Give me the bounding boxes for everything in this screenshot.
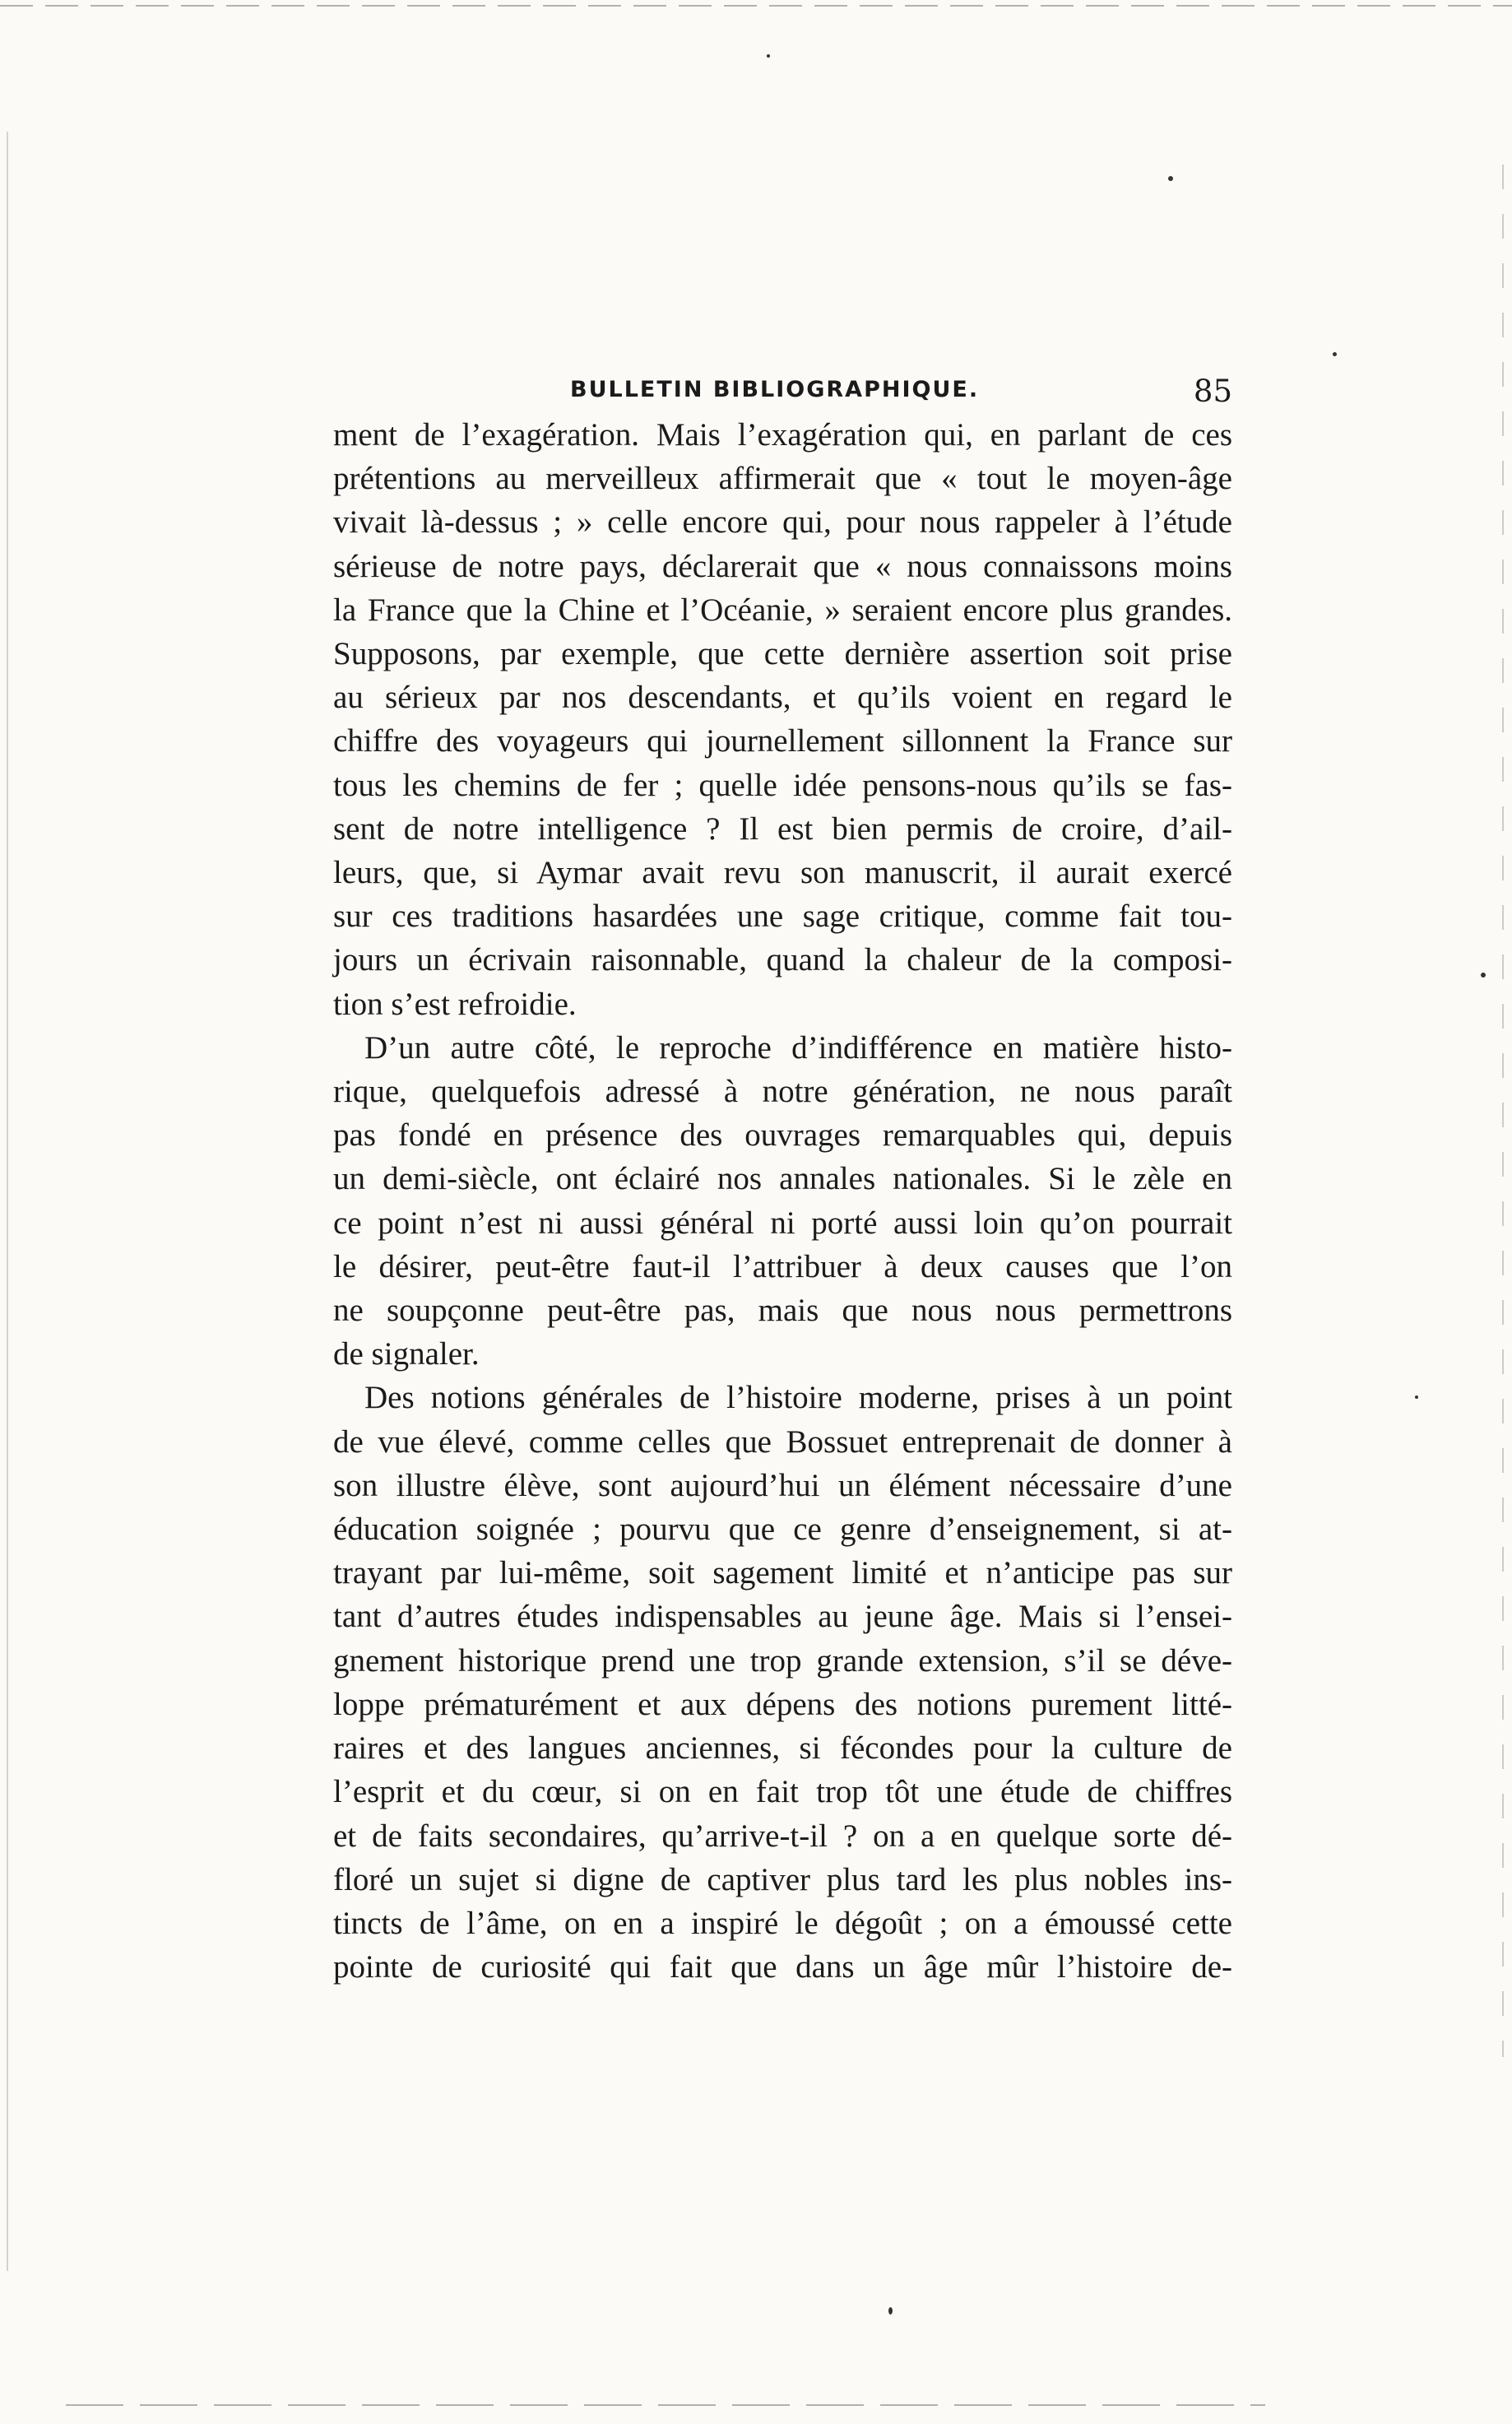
page-left-edge <box>7 132 8 2271</box>
ink-speck <box>1333 352 1337 356</box>
running-title: BULLETIN BIBLIOGRAPHIQUE. <box>570 377 980 402</box>
text-line: de vue élevé, comme celles que Bossuet entreprenait de donner à <box>333 1423 1232 1460</box>
text-line: pas fondé en présence des ouvrages remarquables qui, depuis <box>333 1117 1232 1154</box>
text-line: la France que la Chine et l’Océanie, » seraient encore plus grandes. <box>333 592 1232 628</box>
text-line: un demi-siècle, ont éclairé nos annales nationales. Si le zèle en <box>333 1161 1232 1197</box>
text-line: jours un écrivain raisonnable, quand la chaleur de la composi- <box>333 942 1232 978</box>
text-line: leurs, que, si Aymar avait revu son manuscrit, il aurait exercé <box>333 855 1232 891</box>
text-line: ne soupçonne peut-être pas, mais que nous nous permettrons <box>333 1293 1232 1329</box>
ink-speck <box>767 54 770 58</box>
text-line: tincts de l’âme, on en a inspiré le dégoût ; on a émoussé cette <box>333 1905 1232 1941</box>
text-line: sent de notre intelligence ? Il est bien permis de croire, d’ail- <box>333 810 1232 847</box>
text-line: tion s’est refroidie. <box>333 986 577 1022</box>
text-line: ce point n’est ni aussi général ni porté aussi loin qu’on pourrait <box>333 1205 1232 1241</box>
text-line: vivait là-dessus ; » celle encore qui, pour nous rappeler à l’étude <box>333 504 1232 541</box>
text-line: sur ces traditions hasardées une sage critique, comme fait tou- <box>333 899 1232 935</box>
page-top-edge <box>0 5 1512 7</box>
text-line: gnement historique prend une trop grande extension, s’il se déve- <box>333 1642 1232 1679</box>
text-line: chiffre des voyageurs qui journellement sillonnent la France sur <box>333 723 1232 759</box>
text-line: prétentions au merveilleux affirmerait que « tout le moyen-âge <box>333 461 1232 497</box>
text-line: Supposons, par exemple, que cette dernière assertion soit prise <box>333 636 1232 672</box>
text-line: Des notions générales de l’histoire moderne, prises à un point <box>364 1380 1232 1416</box>
text-line: trayant par lui-même, soit sagement limité et n’anticipe pas sur <box>333 1555 1232 1591</box>
text-line: de signaler. <box>333 1336 480 1372</box>
page-bottom-edge <box>66 2404 1265 2406</box>
body-text <box>333 413 1232 1989</box>
text-line: éducation soignée ; pourvu que ce genre d’enseignement, si at- <box>333 1512 1232 1548</box>
text-line: pointe de curiosité qui fait que dans un âge mûr l’histoire de- <box>333 1949 1232 1985</box>
text-line: D’un autre côté, le reproche d’indifférence en matière histo- <box>364 1029 1232 1066</box>
text-line: tous les chemins de fer ; quelle idée pensons-nous qu’ils se fas- <box>333 767 1232 803</box>
ink-speck <box>1168 176 1173 181</box>
ink-speck <box>1415 1395 1418 1399</box>
page-right-edge <box>1502 165 1504 2057</box>
text-line: son illustre élève, sont aujourd’hui un élément nécessaire d’une <box>333 1467 1232 1503</box>
text-line: rique, quelquefois adressé à notre génération, ne nous paraît <box>333 1074 1232 1110</box>
text-line: et de faits secondaires, qu’arrive-t-il ? on a en quelque sorte dé- <box>333 1818 1232 1854</box>
page-number: 85 <box>1193 374 1232 409</box>
ink-speck <box>1481 973 1486 977</box>
page-header <box>333 374 1232 410</box>
text-line: l’esprit et du cœur, si on en fait trop tôt une étude de chiffres <box>333 1774 1232 1810</box>
text-line: tant d’autres études indispensables au jeune âge. Mais si l’ensei- <box>333 1599 1232 1635</box>
text-line: le désirer, peut-être faut-il l’attribuer à deux causes que l’on <box>333 1248 1232 1284</box>
text-line: ment de l’exagération. Mais l’exagération qui, en parlant de ces <box>333 417 1232 453</box>
ink-speck <box>888 2307 893 2315</box>
text-line: loppe prématurément et aux dépens des notions purement litté- <box>333 1686 1232 1722</box>
text-line: sérieuse de notre pays, déclarerait que « nous connaissons moins <box>333 548 1232 584</box>
text-line: floré un sujet si digne de captiver plus tard les plus nobles ins- <box>333 1861 1232 1897</box>
text-line: au sérieux par nos descendants, et qu’ils voient en regard le <box>333 680 1232 716</box>
text-line: raires et des langues anciennes, si fécondes pour la culture de <box>333 1730 1232 1767</box>
